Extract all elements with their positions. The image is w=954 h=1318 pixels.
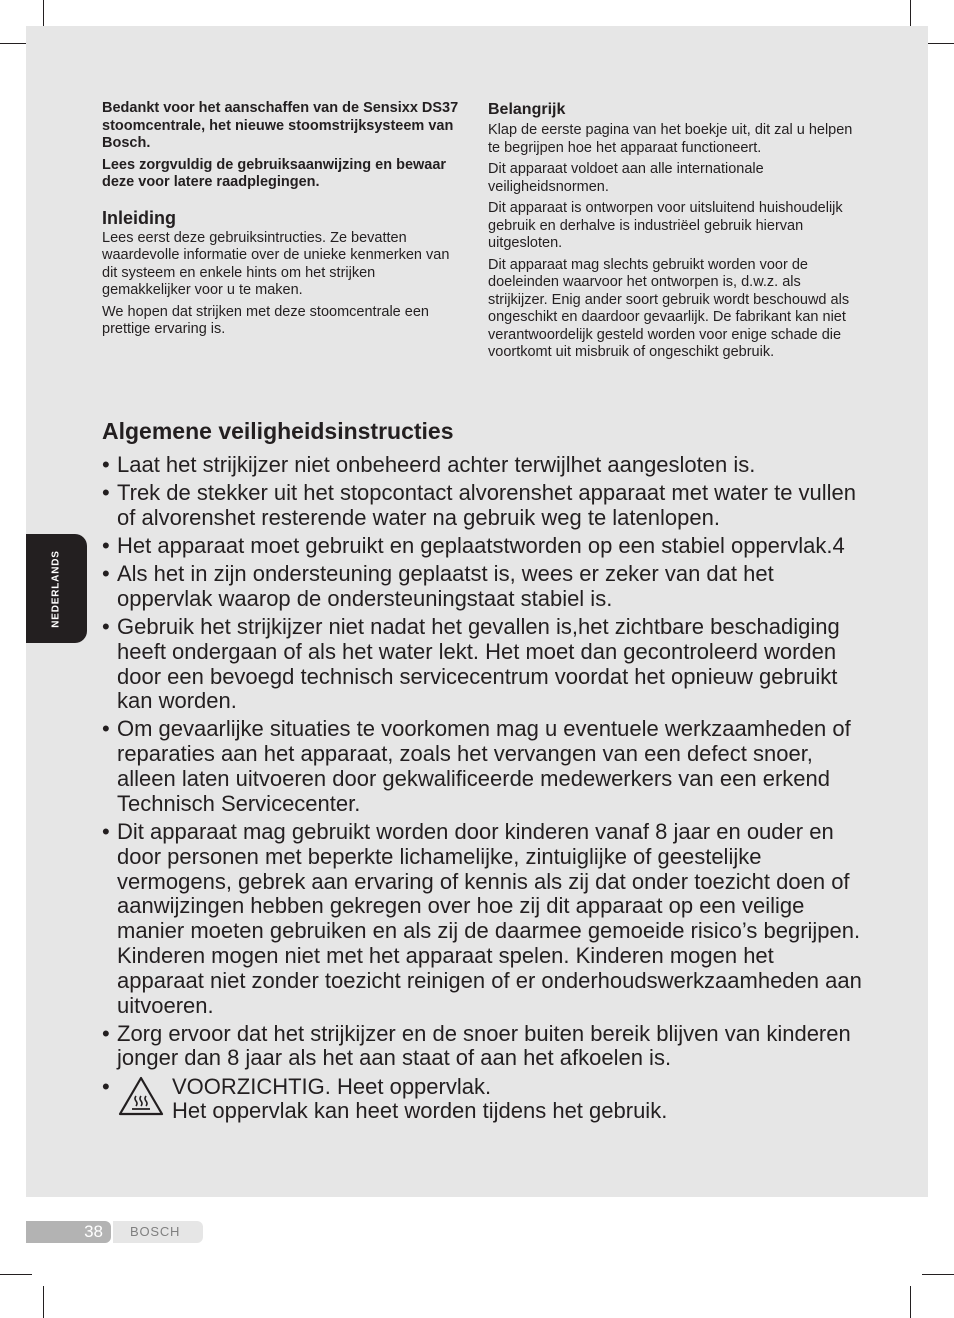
safety-item-text: Het apparaat moet gebruikt en geplaatstworden op een stabiel oppervlak.4 — [117, 532, 845, 558]
important-paragraph: Dit apparaat mag slechts gebruikt worden voor de doeleinden waarvoor het ontworpen is, d.w.z. als strijkijzer. Enig ander soort gebruik wordt beschouwd als ongeschikt en daardoor gevaarlijk. De fabrikant kan niet verantwoordelijk gesteld worden voor enige schade die voortkomt uit misbruik of ongeschikt gebruik. — [488, 256, 850, 360]
brand-tab — [113, 1221, 203, 1243]
safety-item-text: Gebruik het strijkijzer niet nadat het gevallen is,het zichtbare beschadiging heeft ondergaan of als het water lekt. Het moet dan gecontroleerd worden door een bevoegd technisch servicecentrum voordat het opnieuw gebruikt kan worden. — [117, 613, 840, 714]
safety-item-text: Zorg ervoor dat het strijkijzer en de snoer buiten bereik blijven van kinderen jonger dan 8 jaar als het aan staat of aan het afkoelen is. — [117, 1020, 851, 1071]
safety-item-text: Om gevaarlijke situaties te voorkomen mag u eventuele werkzaamheden of reparaties aan het apparaat, zoals het vervangen van een defect snoer, alleen laten uitvoeren door gekwalificeerde medewerkers van een erkend Technisch Servicecenter. — [117, 716, 851, 816]
warning-text — [172, 1075, 667, 1125]
safety-item — [102, 615, 862, 714]
intro-column — [102, 100, 462, 343]
important-paragraph: Klap de eerste pagina van het boekje uit, dit zal u helpen te begrijpen hoe het apparaat functioneert. — [488, 122, 853, 156]
bullet: • — [102, 1020, 110, 1046]
page-number-tab — [26, 1221, 111, 1243]
bullet: • — [102, 613, 110, 639]
read-carefully-text: Lees zorgvuldig de gebruiksaanwijzing en bewaar deze voor latere raadplegingen. — [102, 156, 447, 190]
safety-item — [102, 534, 862, 559]
bullet: • — [102, 716, 110, 742]
hot-surface-warning-icon — [117, 1075, 165, 1117]
safety-item-text: Als het in zijn ondersteuning geplaatst is, wees er zeker van dat het oppervlak waarop de ondersteuningstaat stabiel is. — [117, 561, 774, 611]
language-label: NEDERLANDS — [50, 550, 62, 628]
warning-line-2: Het oppervlak kan heet worden tijdens het gebruik. — [172, 1098, 668, 1124]
safety-item — [102, 481, 862, 531]
safety-item-text: Laat het strijkijzer niet onbeheerd achter terwijlhet aangesloten is. — [117, 452, 756, 477]
safety-heading: Algemene veiligheidsinstructies — [102, 418, 454, 444]
bullet: • — [102, 480, 110, 506]
page-number: 38 — [84, 1222, 103, 1241]
safety-item — [102, 820, 862, 1018]
bullet: • — [102, 818, 110, 844]
safety-warning-item — [102, 1075, 862, 1125]
important-paragraph: Dit apparaat is ontworpen voor uitsluitend huishoudelijk gebruik en derhalve is industriëel gebruik hiervan uitgesloten. — [488, 200, 843, 251]
thanks-text: Bedankt voor het aanschaffen van de Sensixx DS37 stoomcentrale, het nieuwe stoomstrijksysteem van Bosch. — [102, 100, 459, 151]
bullet: • — [102, 1073, 110, 1099]
safety-item-text: Dit apparaat mag gebruikt worden door kinderen vanaf 8 jaar en ouder en door personen met beperkte lichamelijke, zintuiglijke of geestelijke vermogens, gebrek aan ervaring of kennis als zij dat onder toezicht doen of aanwijzingen hebben gekregen over hoe zij dit apparaat op een veilige manier moeten gebruiken en als zij de daarmee gemoeide risico’s begrijpen. Kinderen mogen niet met het apparaat spelen. Kinderen mogen het apparaat niet zonder toezicht reinigen of er onderhoudswerkzaamheden aan uitvoeren. — [117, 818, 862, 1018]
brand-label: BOSCH — [130, 1224, 181, 1239]
safety-item — [102, 717, 862, 816]
warning-line-1: VOORZICHTIG. Heet oppervlak. — [172, 1073, 492, 1099]
bullet: • — [102, 532, 110, 558]
warning-row — [117, 1075, 862, 1125]
safety-item — [102, 1022, 862, 1072]
important-paragraph: Dit apparaat voldoet aan alle internationale veiligheidsnormen. — [488, 161, 764, 195]
safety-item-text: Trek de stekker uit het stopcontact alvorenshet apparaat met water te vullen of alvorenshet resterende water na gebruik weg te latenlopen. — [117, 480, 857, 530]
crop-mark — [43, 1286, 44, 1318]
safety-list — [102, 453, 862, 1124]
safety-section — [102, 416, 862, 1127]
safety-item — [102, 453, 862, 478]
important-heading: Belangrijk — [488, 101, 566, 118]
bullet: • — [102, 561, 110, 587]
safety-item — [102, 562, 862, 612]
crop-mark — [910, 1286, 911, 1318]
bullet: • — [102, 452, 110, 477]
language-tab — [26, 534, 87, 643]
intro-heading: Inleiding — [102, 207, 176, 228]
intro-paragraph: Lees eerst deze gebruiksintructies. Ze bevatten waardevolle informatie over de unieke kenmerken van dit systeem en enkele hints om het strijken gemakkelijker voor u te maken. — [102, 229, 450, 298]
crop-mark — [0, 1274, 32, 1275]
intro-paragraph: We hopen dat strijken met deze stoomcentrale een prettige ervaring is. — [102, 303, 429, 337]
crop-mark — [922, 1274, 954, 1275]
important-column — [488, 100, 853, 366]
